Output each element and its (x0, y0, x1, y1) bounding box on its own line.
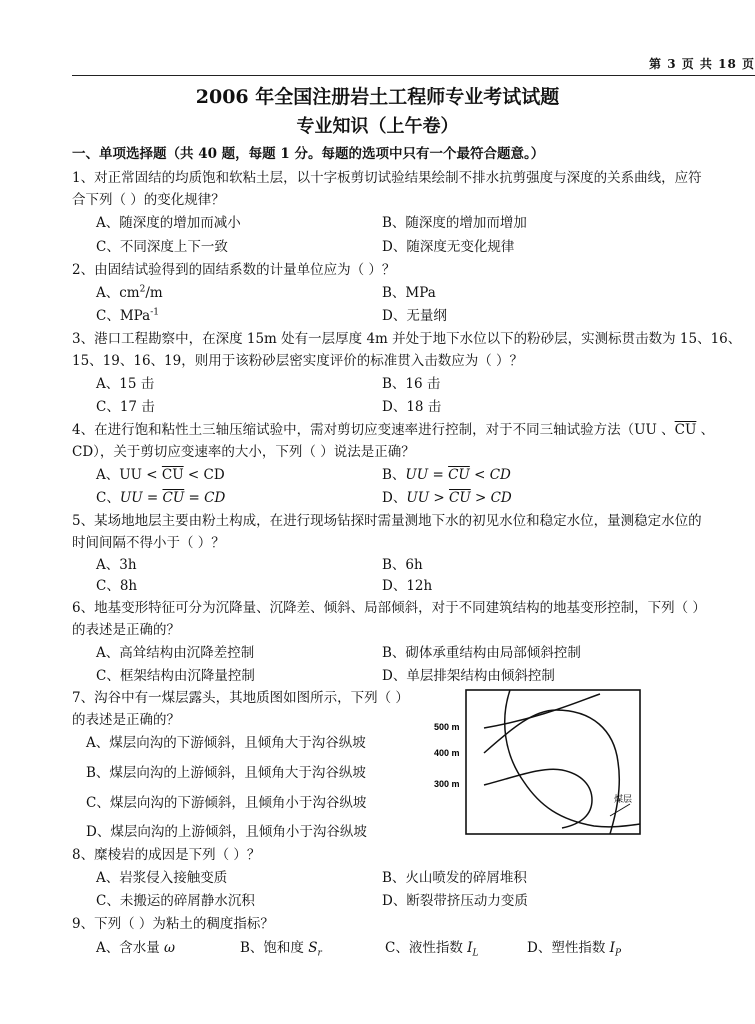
q7-option-d: D、煤层向沟的上游倾斜，且倾角小于沟谷纵坡 (86, 824, 367, 840)
coal-seam-outcrop (505, 690, 640, 827)
q1-option-c: C、不同深度上下一致 (96, 239, 228, 255)
q2-option-d: D、无量纲 (382, 308, 447, 324)
map-frame (466, 690, 640, 834)
q1-option-a: A、随深度的增加而减小 (96, 215, 241, 231)
q1-option-d: D、随深度无变化规律 (382, 239, 515, 255)
q1-stem-line2: 合下列（ ）的变化规律？ (72, 192, 225, 208)
q5-option-a: A、3h (96, 557, 137, 573)
header-rule (72, 75, 755, 76)
q9-stem: 9、下列（ ）为粘土的稠度指标？ (72, 916, 274, 932)
q6-stem-line1: 6、地基变形特征可分为沉降量、沉降差、倾斜、局部倾斜，对于不同建筑结构的地基变形控制，下列（ ） (72, 600, 706, 616)
q2-option-b: B、MPa (382, 285, 436, 301)
q6-stem-line2: 的表述是正确的？ (72, 622, 180, 638)
q7-option-b: B、煤层向沟的上游倾斜，且倾角大于沟谷纵坡 (86, 765, 366, 781)
page-subtitle: 专业知识（上午卷） (296, 116, 459, 137)
q9-option-b: B、饱和度 $S_r$ (240, 940, 322, 959)
q2-option-a: A、$cm^2/m$ (96, 284, 163, 301)
q3-stem-line2: 15、19、16、19，则用于该粉砂层密实度评价的标准贯入击数应为（ ）？ (72, 353, 524, 369)
label-coal-seam: 煤层 (614, 795, 633, 805)
q2-stem: 2、由固结试验得到的固结系数的计量单位应为（ ）？ (72, 262, 396, 278)
q8-option-a: A、岩浆侵入接触变质 (96, 870, 228, 886)
q6-option-d: D、单层排架结构由倾斜控制 (382, 668, 555, 684)
q5-stem-line2: 时间间隔不得小于（ ）？ (72, 535, 225, 551)
coal-seam-geologic-map (432, 688, 642, 838)
q9-option-d: D、塑性指数 $I_P$ (527, 940, 622, 959)
page-indicator: 第 3 页 共 18 页 (649, 57, 755, 71)
q7-option-a: A、煤层向沟的下游倾斜，且倾角大于沟谷纵坡 (86, 735, 366, 751)
q3-stem-line1: 3、港口工程勘察中，在深度 15m 处有一层厚度 4m 并处于地下水位以下的粉砂层，实测标贯击数为 15、16、 (72, 331, 742, 347)
q4-option-c: C、UU = $\overline{CU}$ = CD (96, 490, 226, 506)
section-heading: 一、单项选择题（共 40 题，每题 1 分。每题的选项中只有一个最符合题意。） (72, 146, 545, 162)
q1-stem-line1: 1、对正常固结的均质饱和软粘土层，以十字板剪切试验结果绘制不排水抗剪强度与深度的关系曲线，应符 (72, 170, 702, 186)
q6-option-c: C、框架结构由沉降量控制 (96, 668, 255, 684)
q4-option-b: B、UU = $\overline{CU}$ < CD (382, 467, 511, 483)
coal-seam-leader (610, 804, 630, 816)
q4-stem-line1: 4、在进行饱和粘性土三轴压缩试验中，需对剪切应变速率进行控制，对于不同三轴试验方法（UU 、$\overline{CU}$ 、 (72, 422, 715, 438)
q7-stem-line1: 7、沟谷中有一煤层露头，其地质图如图所示，下列（ ） (72, 690, 409, 706)
q8-option-d: D、断裂带挤压动力变质 (382, 893, 528, 909)
label-500m: 500 m (434, 722, 460, 732)
q8-option-b: B、火山喷发的碎屑堆积 (382, 870, 527, 886)
q3-option-c: C、17 击 (96, 399, 155, 415)
q8-option-c: C、未搬运的碎屑静水沉积 (96, 893, 255, 909)
q4-option-d: D、UU > $\overline{CU}$ > CD (382, 490, 512, 506)
q1-option-b: B、随深度的增加而增加 (382, 215, 527, 231)
q3-option-b: B、16 击 (382, 376, 441, 392)
q6-option-a: A、高耸结构由沉降差控制 (96, 645, 255, 661)
q4-option-a: A、UU < $\overline{CU}$ < CD (96, 467, 225, 483)
q7-option-c: C、煤层向沟的下游倾斜，且倾角小于沟谷纵坡 (86, 795, 367, 811)
label-400m: 400 m (434, 748, 460, 758)
q7-stem-line2: 的表述是正确的？ (72, 712, 180, 728)
label-300m: 300 m (434, 779, 460, 789)
q5-option-b: B、6h (382, 557, 423, 573)
q5-option-c: C、8h (96, 578, 138, 594)
q6-option-b: B、砌体承重结构由局部倾斜控制 (382, 645, 581, 661)
q3-option-d: D、18 击 (382, 399, 442, 415)
q4-stem-line2: CD），关于剪切应变速率的大小，下列（ ）说法是正确？ (72, 444, 415, 460)
q2-option-c: C、MPa$^{-1}$ (96, 307, 159, 324)
contour-500m (484, 694, 600, 728)
q9-option-c: C、液性指数 $I_L$ (385, 940, 479, 959)
q3-option-a: A、15 击 (96, 376, 155, 392)
q5-stem-line1: 5、某场地地层主要由粉土构成，在进行现场钻探时需量测地下水的初见水位和稳定水位，量测稳定水位的 (72, 513, 702, 529)
q8-stem: 8、糜棱岩的成因是下列（ ）？ (72, 847, 261, 863)
q5-option-d: D、12h (382, 578, 433, 594)
q9-option-a: A、含水量 ω (96, 940, 176, 956)
page-title: 2006 年全国注册岩土工程师专业考试试题 (195, 86, 560, 108)
